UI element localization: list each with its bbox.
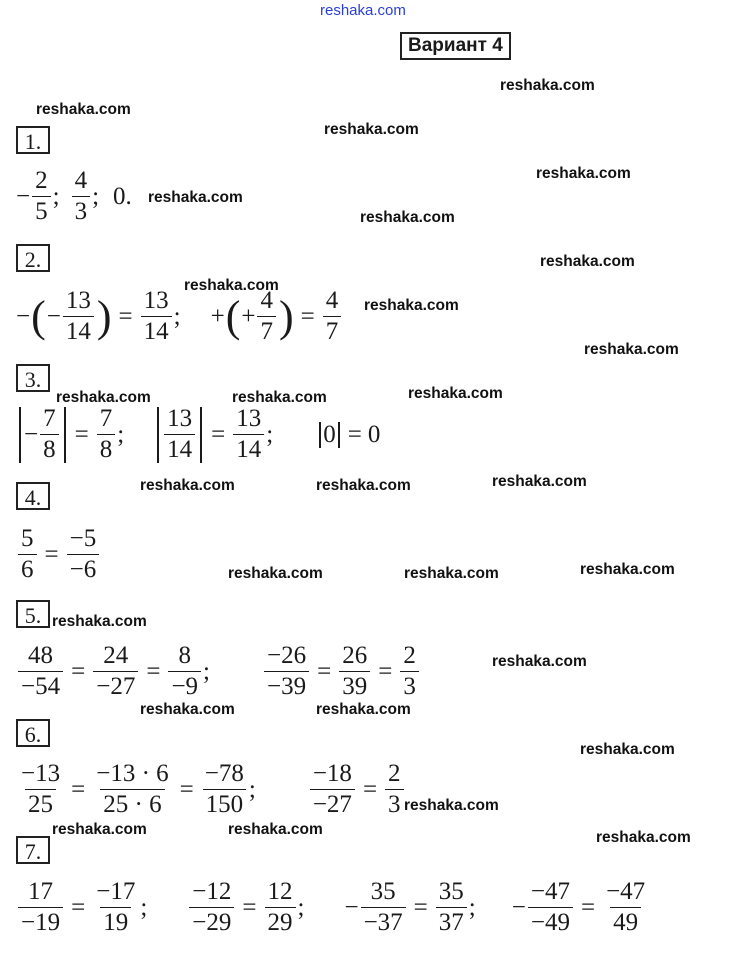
fraction: $\frac{24}{-27}$ <box>93 641 138 702</box>
task-3-expression: − $\frac{7}{8}$ = $\frac{7}{8}$ ; $\frac{13}{14}$ = $\frac{13}{14}$ ; 0 = 0 <box>16 404 380 465</box>
task-1-expression: − $\frac{2}{5}$ ; $\frac{4}{3}$ ; 0. <box>16 167 132 225</box>
task-number-6: 6. <box>16 719 50 747</box>
task-7-expression: $\frac{17}{-19}$ = $\frac{-17}{19}$ ; $\frac{-12}{-29}$ = $\frac{12}{29}$ ; − $\frac{35}{-37}$ = $\frac{35}{37}$ ; − $\frac{-47}{-49}$ = $\frac{-47}{49}$ <box>16 877 650 938</box>
fraction: $\frac{4}{7}$ <box>323 286 342 347</box>
watermark: reshaka.com <box>364 297 459 314</box>
fraction: $\frac{-13}{25}$ <box>21 760 61 818</box>
watermark: reshaka.com <box>316 701 411 718</box>
watermark: reshaka.com <box>36 101 131 118</box>
watermark: reshaka.com <box>56 389 151 406</box>
fraction: $\frac{4}{7}$ <box>257 286 276 347</box>
task-6-expression: $\frac{-13}{25}$ = $\frac{-13 \cdot 6}{25 \cdot 6}$ = $\frac{-78}{150}$ ; $\frac{-18}{-27}$ = $\frac{2}{3}$ <box>16 759 406 820</box>
watermark: reshaka.com <box>580 741 675 758</box>
fraction: $\frac{13}{14}$ <box>233 404 264 465</box>
watermark: reshaka.com <box>408 385 503 402</box>
watermark: reshaka.com <box>140 701 235 718</box>
watermark: reshaka.com <box>360 209 455 226</box>
task-2-expression: − ( − $\frac{13}{14}$ ) = $\frac{13}{14}$ ; + ( + $\frac{4}{7}$ ) = $\frac{4}{7}$ <box>16 286 343 347</box>
fraction: $\frac{-47}{49}$ <box>606 878 646 936</box>
site-header-link[interactable]: reshaka.com <box>320 2 406 19</box>
task-number-3: 3. <box>16 364 50 392</box>
task-5-expression: $\frac{48}{-54}$ = $\frac{24}{-27}$ = $\frac{8}{-9}$ ; $\frac{-26}{-39}$ = $\frac{26}{39}$ = $\frac{2}{3}$ <box>16 641 421 702</box>
watermark: reshaka.com <box>540 253 635 270</box>
watermark: reshaka.com <box>184 277 279 294</box>
fraction: $\frac{7}{8}$ <box>97 404 116 465</box>
fraction: $\frac{-18}{-27}$ <box>310 759 355 820</box>
fraction: $\frac{-47}{-49}$ <box>528 877 573 938</box>
fraction: $\frac{2}{5}$ <box>32 166 51 227</box>
fraction: $\frac{2}{3}$ <box>385 759 404 820</box>
fraction: $\frac{13}{14}$ <box>63 286 94 347</box>
fraction: $\frac{48}{-54}$ <box>18 641 63 702</box>
fraction: $\frac{13}{14}$ <box>164 404 195 465</box>
task-number-5: 5. <box>16 600 50 628</box>
fraction: $\frac{26}{39}$ <box>339 641 370 702</box>
task-number-1: 1. <box>16 126 50 154</box>
variant-title: Вариант 4 <box>400 32 511 60</box>
watermark: reshaka.com <box>316 477 411 494</box>
watermark: reshaka.com <box>580 561 675 578</box>
watermark: reshaka.com <box>404 565 499 582</box>
watermark: reshaka.com <box>140 477 235 494</box>
fraction: $\frac{35}{37}$ <box>436 877 467 938</box>
watermark: reshaka.com <box>492 653 587 670</box>
watermark: reshaka.com <box>536 165 631 182</box>
watermark: reshaka.com <box>228 821 323 838</box>
watermark: reshaka.com <box>52 613 147 630</box>
task-number-2: 2. <box>16 244 50 272</box>
watermark: reshaka.com <box>404 797 499 814</box>
fraction: $\frac{5}{6}$ <box>18 524 37 585</box>
fraction: $\frac{13}{14}$ <box>141 286 172 347</box>
fraction: $\frac{2}{3}$ <box>400 641 419 702</box>
fraction: $\frac{-26}{-39}$ <box>264 641 309 702</box>
watermark: reshaka.com <box>500 77 595 94</box>
watermark: reshaka.com <box>52 821 147 838</box>
watermark: reshaka.com <box>596 829 691 846</box>
fraction: $\frac{-5}{-6}$ <box>67 524 100 585</box>
fraction: $\frac{35}{-37}$ <box>361 877 406 938</box>
fraction: $\frac{17}{-19}$ <box>18 877 63 938</box>
fraction: $\frac{4}{3}$ <box>72 166 91 227</box>
fraction: $\frac{7}{8}$ <box>40 404 59 465</box>
watermark: reshaka.com <box>584 341 679 358</box>
watermark: reshaka.com <box>492 473 587 490</box>
watermark: reshaka.com <box>324 121 419 138</box>
fraction: $\frac{-12}{-29}$ <box>189 877 234 938</box>
task-number-4: 4. <box>16 482 50 510</box>
watermark: reshaka.com <box>148 189 243 206</box>
watermark: reshaka.com <box>228 565 323 582</box>
fraction: $\frac{-13 \cdot 6}{25 \cdot 6}$ <box>96 760 169 818</box>
fraction: $\frac{-78}{150}$ <box>202 759 247 820</box>
task-number-7: 7. <box>16 836 50 864</box>
fraction: $\frac{12}{29}$ <box>265 877 296 938</box>
task-4-expression: $\frac{5}{6}$ = $\frac{-5}{-6}$ <box>16 524 101 585</box>
fraction: $\frac{-17}{19}$ <box>96 878 136 936</box>
watermark: reshaka.com <box>232 389 327 406</box>
fraction: $\frac{8}{-9}$ <box>168 641 201 702</box>
